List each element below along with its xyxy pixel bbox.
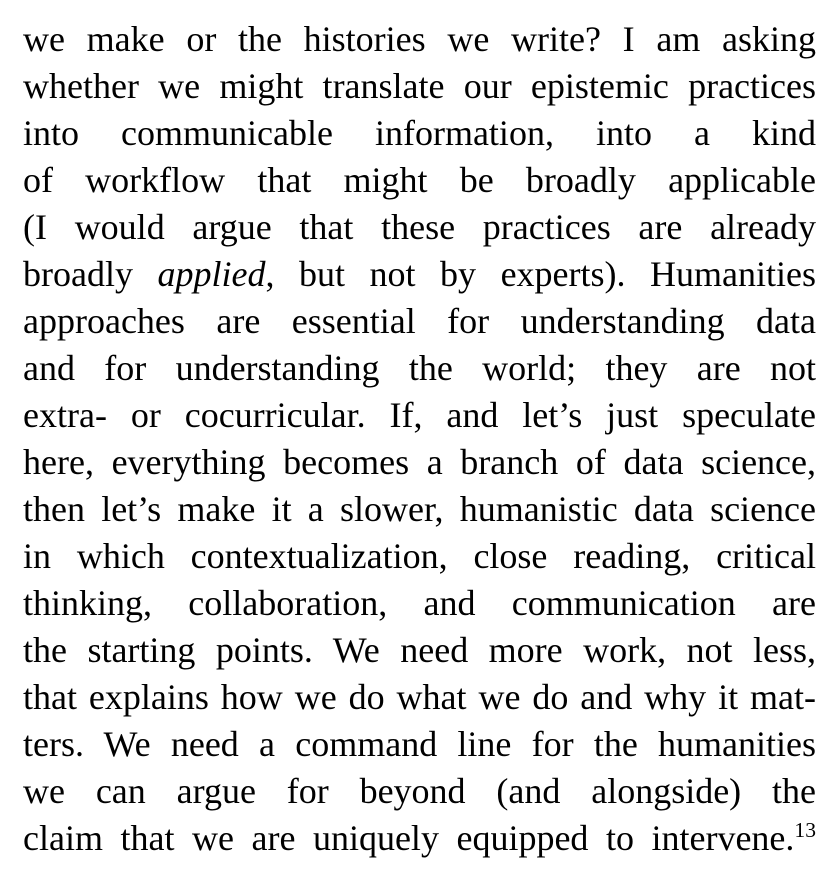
paragraph xyxy=(23,16,816,862)
text-line xyxy=(23,298,816,345)
italic-text-segment: applied xyxy=(157,254,266,294)
footnote-reference: 13 xyxy=(794,818,816,842)
text-segment: of workflow that might be broadly applicable xyxy=(23,160,816,200)
text-line xyxy=(23,815,816,862)
text-line xyxy=(23,580,816,627)
text-segment: , but not by experts). Humanities xyxy=(265,254,816,294)
text-line xyxy=(23,721,816,768)
text-line xyxy=(23,157,816,204)
text-line xyxy=(23,251,816,298)
text-segment: that explains how we do what we do and why it mat- xyxy=(23,677,816,717)
text-line xyxy=(23,439,816,486)
text-line xyxy=(23,16,816,63)
text-line xyxy=(23,627,816,674)
text-line xyxy=(23,533,816,580)
text-segment: then let’s make it a slower, humanistic data science xyxy=(23,489,816,529)
text-segment: ters. We need a command line for the humanities xyxy=(23,724,816,764)
text-line xyxy=(23,768,816,815)
text-segment: in which contextualization, close reading, critical xyxy=(23,536,816,576)
text-segment: here, everything becomes a branch of data science, xyxy=(23,442,816,482)
text-segment: and for understanding the world; they are not xyxy=(23,348,816,388)
text-segment: thinking, collaboration, and communication are xyxy=(23,583,816,623)
text-segment: we make or the histories we write? I am asking xyxy=(23,19,816,59)
text-segment: broadly xyxy=(23,254,158,294)
text-line xyxy=(23,486,816,533)
text-line xyxy=(23,204,816,251)
text-segment: the starting points. We need more work, not less, xyxy=(23,630,816,670)
text-line xyxy=(23,63,816,110)
text-segment: (I would argue that these practices are already xyxy=(23,207,816,247)
text-segment: whether we might translate our epistemic practices xyxy=(23,66,816,106)
text-segment: we can argue for beyond (and alongside) the xyxy=(23,771,816,811)
text-segment: extra- or cocurricular. If, and let’s just speculate xyxy=(23,395,816,435)
text-line xyxy=(23,392,816,439)
text-line xyxy=(23,674,816,721)
text-segment: claim that we are uniquely equipped to intervene. xyxy=(23,818,795,858)
text-line xyxy=(23,345,816,392)
text-segment: into communicable information, into a kind xyxy=(23,113,816,153)
text-segment: approaches are essential for understanding data xyxy=(23,301,816,341)
text-line xyxy=(23,110,816,157)
